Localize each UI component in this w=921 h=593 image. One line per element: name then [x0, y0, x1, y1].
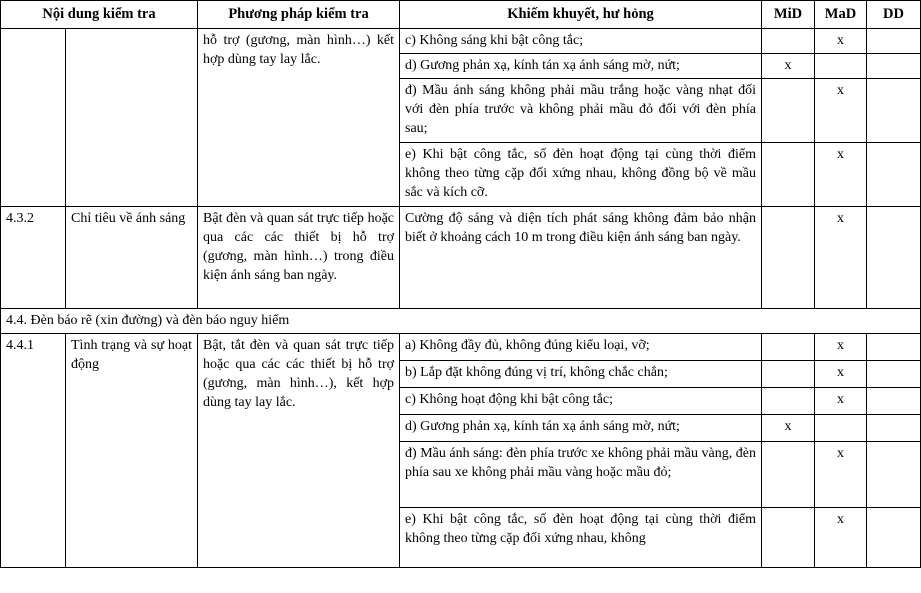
num-cell	[1, 29, 66, 207]
mad-cell: x	[815, 361, 867, 388]
defect-cell: c) Không hoạt động khi bật công tắc;	[400, 388, 762, 415]
mad-cell: x	[815, 29, 867, 54]
section-title: 4.4. Đèn báo rẽ (xin đường) và đèn báo nguy hiểm	[1, 309, 921, 334]
mid-cell: x	[762, 54, 815, 79]
defect-cell: b) Lắp đặt không đúng vị trí, không chắc chắn;	[400, 361, 762, 388]
dd-cell	[867, 143, 921, 207]
mad-cell: x	[815, 143, 867, 207]
defect-cell: Cường độ sáng và diện tích phát sáng không đảm bảo nhận biết ở khoảng cách 10 m trong điều kiện ánh sáng ban ngày.	[400, 207, 762, 309]
mad-cell: x	[815, 79, 867, 143]
mad-cell: x	[815, 388, 867, 415]
mid-cell	[762, 79, 815, 143]
defect-cell: đ) Mầu ánh sáng không phải mầu trắng hoặc vàng nhạt đối với đèn phía trước và không phải mầu đỏ đối với đèn phía sau;	[400, 79, 762, 143]
dd-cell	[867, 54, 921, 79]
defect-cell: e) Khi bật công tắc, số đèn hoạt động tại cùng thời điểm không theo từng cặp đối xứng nhau, không đồng bộ về mầu sắc và kích cỡ.	[400, 143, 762, 207]
defect-cell: c) Không sáng khi bật công tắc;	[400, 29, 762, 54]
method-cell: Bật, tắt đèn và quan sát trực tiếp hoặc qua các các thiết bị hỗ trợ (gương, màn hình…), kết hợp dùng tay lay lắc.	[198, 334, 400, 568]
defect-cell: e) Khi bật công tắc, số đèn hoạt động tại cùng thời điểm không theo từng cặp đối xứng nhau, không	[400, 508, 762, 568]
table-row	[1, 29, 921, 54]
method-cell: Bật đèn và quan sát trực tiếp hoặc qua các các thiết bị hỗ trợ (gương, màn hình…) trong điều kiện ánh sáng ban ngày.	[198, 207, 400, 309]
mad-cell	[815, 415, 867, 442]
header-row	[1, 1, 921, 29]
dd-cell	[867, 79, 921, 143]
dd-cell	[867, 361, 921, 388]
table-row	[1, 334, 921, 361]
header-content: Nội dung kiểm tra	[1, 1, 198, 29]
method-cell: hỗ trợ (gương, màn hình…) kết hợp dùng tay lay lắc.	[198, 29, 400, 207]
mid-cell	[762, 388, 815, 415]
table-row	[1, 207, 921, 309]
item-number: 4.3.2	[1, 207, 66, 309]
dd-cell	[867, 442, 921, 508]
mid-cell	[762, 361, 815, 388]
dd-cell	[867, 415, 921, 442]
dd-cell	[867, 29, 921, 54]
mad-cell: x	[815, 334, 867, 361]
defect-cell: đ) Mầu ánh sáng: đèn phía trước xe không phải mầu vàng, đèn phía sau xe không phải mầu vàng hoặc mầu đỏ;	[400, 442, 762, 508]
item-content: Chỉ tiêu về ánh sáng	[66, 207, 198, 309]
mid-cell	[762, 143, 815, 207]
header-method: Phương pháp kiểm tra	[198, 1, 400, 29]
header-mid: MiD	[762, 1, 815, 29]
mid-cell	[762, 207, 815, 309]
mad-cell	[815, 54, 867, 79]
defect-cell: d) Gương phản xạ, kính tán xạ ánh sáng mờ, nứt;	[400, 54, 762, 79]
mid-cell	[762, 29, 815, 54]
mad-cell: x	[815, 207, 867, 309]
dd-cell	[867, 388, 921, 415]
mid-cell: x	[762, 415, 815, 442]
dd-cell	[867, 508, 921, 568]
header-defect: Khiếm khuyết, hư hỏng	[400, 1, 762, 29]
mid-cell	[762, 442, 815, 508]
item-number: 4.4.1	[1, 334, 66, 568]
dd-cell	[867, 334, 921, 361]
content-cell	[66, 29, 198, 207]
dd-cell	[867, 207, 921, 309]
defect-cell: a) Không đầy đủ, không đúng kiểu loại, vỡ;	[400, 334, 762, 361]
section-row	[1, 309, 921, 334]
header-dd: DD	[867, 1, 921, 29]
mid-cell	[762, 508, 815, 568]
mad-cell: x	[815, 442, 867, 508]
header-mad: MaD	[815, 1, 867, 29]
mad-cell: x	[815, 508, 867, 568]
defect-cell: d) Gương phản xạ, kính tán xạ ánh sáng mờ, nứt;	[400, 415, 762, 442]
item-content: Tình trạng và sự hoạt động	[66, 334, 198, 568]
mid-cell	[762, 334, 815, 361]
